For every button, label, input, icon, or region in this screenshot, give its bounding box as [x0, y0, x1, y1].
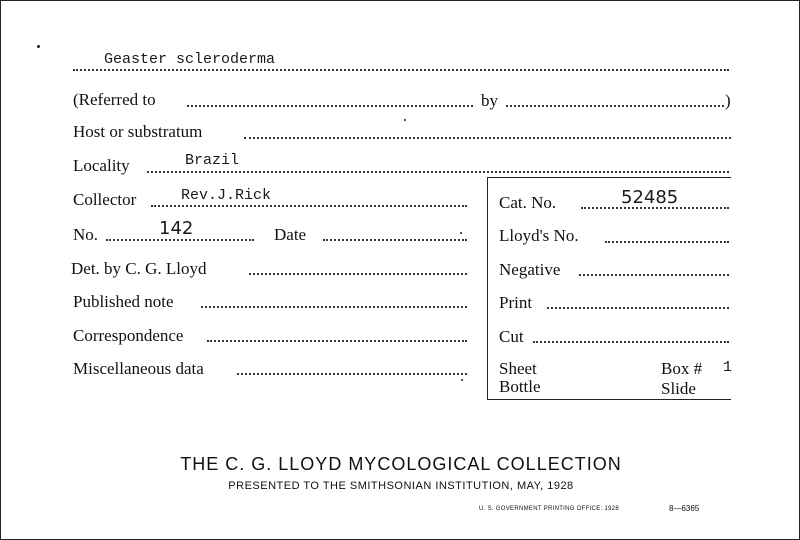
- referred-to-line: [187, 105, 473, 107]
- date-line: [323, 239, 467, 241]
- collection-subtitle: PRESENTED TO THE SMITHSONIAN INSTITUTION, MAY, 1928: [228, 480, 574, 492]
- cut-line: [533, 341, 729, 343]
- cat-no-label: Cat. No.: [499, 193, 557, 212]
- collector-label: Collector: [73, 190, 137, 209]
- by-line: [506, 105, 724, 107]
- form-number: 8—6365: [669, 504, 700, 513]
- print-label: Print: [499, 293, 533, 312]
- bottle-label: Bottle: [499, 377, 541, 396]
- cat-no-line: [581, 207, 729, 209]
- correspondence-label: Correspondence: [73, 326, 184, 345]
- negative-label: Negative: [499, 260, 561, 279]
- printing-office-note: U. S. GOVERNMENT PRINTING OFFICE: 1928: [479, 506, 619, 512]
- date-label: Date: [274, 225, 307, 244]
- scan-speck: [461, 379, 463, 381]
- no-value: 142: [159, 218, 194, 239]
- published-label: Published note: [73, 292, 174, 311]
- det-line: [249, 273, 467, 275]
- print-line: [547, 307, 729, 309]
- cat-no-value: 52485: [621, 187, 679, 208]
- species-line: [73, 69, 729, 71]
- published-line: [201, 306, 467, 308]
- right-box-left-border: [487, 177, 488, 399]
- host-label: Host or substratum: [73, 122, 203, 141]
- sheet-label: Sheet: [499, 359, 537, 378]
- collector-line: [151, 205, 467, 207]
- species-name: Geaster scleroderma: [104, 51, 276, 68]
- close-paren: ): [725, 91, 731, 110]
- right-box-top-border: [487, 177, 731, 178]
- no-line: [106, 239, 254, 241]
- slide-label: Slide: [661, 379, 696, 398]
- misc-label: Miscellaneous data: [73, 359, 204, 378]
- scan-speck: [460, 232, 462, 234]
- scan-speck: [37, 45, 40, 48]
- by-label: by: [481, 91, 498, 110]
- lloyds-no-label: Lloyd's No.: [499, 226, 579, 245]
- lloyds-no-line: [605, 241, 729, 243]
- det-label: Det. by C. G. Lloyd: [71, 259, 207, 278]
- negative-line: [579, 274, 729, 276]
- box-label: Box #: [661, 359, 703, 378]
- no-label: No.: [73, 225, 99, 244]
- locality-value: Brazil: [185, 152, 240, 169]
- box-value: 1: [723, 359, 733, 376]
- locality-line: [147, 171, 729, 173]
- misc-line: [237, 373, 467, 375]
- correspondence-line: [207, 340, 467, 342]
- right-box-bottom-border: [487, 399, 731, 400]
- host-line: [244, 137, 731, 139]
- collection-title: THE C. G. LLOYD MYCOLOGICAL COLLECTION: [180, 454, 622, 474]
- referred-to-label: (Referred to: [73, 90, 156, 109]
- scan-speck: [404, 119, 406, 121]
- cut-label: Cut: [499, 327, 524, 346]
- collector-value: Rev.J.Rick: [181, 187, 272, 204]
- locality-label: Locality: [73, 156, 130, 175]
